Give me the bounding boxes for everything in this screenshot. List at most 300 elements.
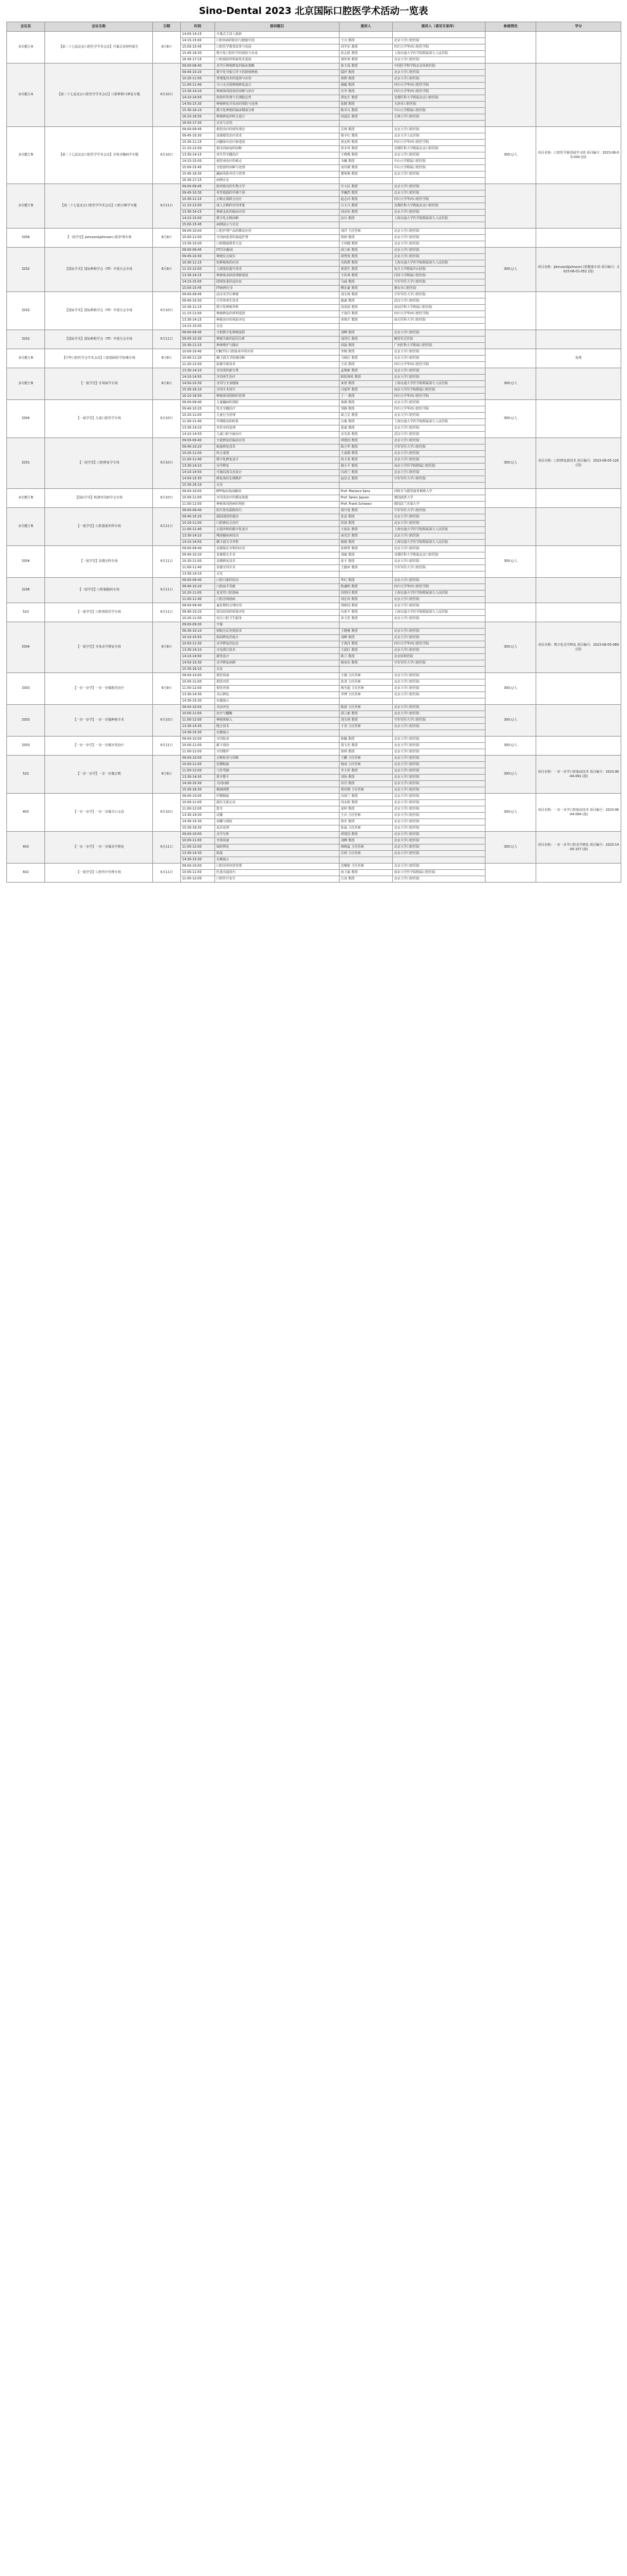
- row-topic: 外伤牙的处理: [215, 425, 340, 432]
- row-topic: 口腔健康教育方法: [215, 241, 340, 248]
- row-speaker: 王晓燕 教授: [340, 629, 393, 635]
- column-header-unit: 演讲人（请见专家库）: [393, 22, 485, 32]
- row-topic: 根管再治疗的难点: [215, 159, 340, 165]
- session-date: 6月10日: [153, 438, 181, 489]
- row-time: 10:00-11:00: [181, 495, 215, 502]
- row-speaker: 王嘉德 教授: [340, 451, 393, 457]
- row-speaker: 凌均棨 教授: [340, 165, 393, 171]
- row-speaker: 于海洋 教授: [340, 641, 393, 648]
- row-topic: 种植治疗的风险评估: [215, 317, 340, 324]
- row-unit: 北京大学口腔医院: [393, 692, 485, 698]
- row-time: 09:45-10:30: [181, 190, 215, 197]
- row-topic: 显微根管治疗技术: [215, 133, 340, 140]
- row-topic: 种植维护与随访: [215, 343, 340, 349]
- row-unit: 北京大学口腔医院: [393, 781, 485, 787]
- row-time: 14:00-14:15: [181, 32, 215, 38]
- row-time: 09:00-09:45: [181, 248, 215, 254]
- row-topic: 口腔癌综合治疗: [215, 521, 340, 527]
- row-speaker: 王捷 主任医师: [340, 673, 393, 679]
- row-speaker: 张志愿 教授: [340, 51, 393, 57]
- row-unit: 空军军医大学口腔医院: [393, 476, 485, 483]
- row-speaker: 王兴 教授: [340, 38, 393, 44]
- row-unit: 首都医科大学附属北京口腔医院: [393, 203, 485, 210]
- column-header-room: 会议室: [7, 22, 45, 32]
- row-time: 09:45-10:30: [181, 254, 215, 260]
- row-topic: 全程数字化种植流程: [215, 330, 340, 337]
- row-speaker: 李巍然 教授: [340, 190, 393, 197]
- row-topic: 切开与翻瓣: [215, 711, 340, 717]
- row-unit: 北京大学口腔医院: [393, 235, 485, 241]
- row-unit: 吉林大学口腔医院: [393, 114, 485, 121]
- row-time: 16:10-16:50: [181, 114, 215, 121]
- row-time: 09:45-10:30: [181, 337, 215, 343]
- session-name: 【第二十七届北京口腔医学学术会议】牙体牙髓病学专题: [45, 127, 153, 184]
- row-unit: 首都医科大学附属北京口腔医院: [393, 552, 485, 559]
- row-unit: 四川大学华西口腔医学院: [393, 44, 485, 51]
- row-unit: 北京大学口腔医院: [393, 800, 485, 806]
- row-topic: 引导骨再生技术: [215, 298, 340, 305]
- row-unit: 北京大学口腔医院: [393, 438, 485, 444]
- session-credit: 项目名称：一步一步学口腔临床技术 项目编号：2023-06-04-094 (国): [536, 794, 621, 832]
- session-room: 3303: [7, 705, 45, 737]
- row-speaker: 周曾同 教授: [340, 591, 393, 597]
- row-unit: 上海交通大学医学院附属第九人民医院: [393, 260, 485, 267]
- table-row: [7, 673, 621, 679]
- row-speaker: 胡文杰 教授: [340, 743, 393, 749]
- table-row: [7, 292, 621, 298]
- row-time: 09:40-10:20: [181, 552, 215, 559]
- row-speaker: 夏斌 教授: [340, 425, 393, 432]
- row-topic: 缝合技术: [215, 724, 340, 730]
- row-topic: 术前评估: [215, 705, 340, 711]
- row-topic: 乳牙牙髓治疗: [215, 406, 340, 413]
- row-topic: 根尖周病变的诊断: [215, 146, 340, 152]
- session-credit: [536, 400, 621, 438]
- table-row: [7, 438, 621, 444]
- row-speaker: 许天民 教授: [340, 184, 393, 190]
- row-unit: 北京大学口腔医院: [393, 686, 485, 692]
- row-time: 11:00-11:40: [181, 565, 215, 571]
- page-title: Sino-Dental 2023 北京国际口腔医学术活动一览表: [199, 5, 428, 17]
- session-date: 6月10日: [153, 292, 181, 330]
- session-credit: [536, 508, 621, 546]
- row-topic: 微笑设计: [215, 654, 340, 660]
- row-speaker: Prof. Frank Schwarz: [340, 502, 393, 508]
- session-fee: 300元/人: [485, 438, 536, 489]
- session-fee: [485, 578, 536, 603]
- session-fee: 300元/人: [485, 248, 536, 292]
- row-unit: 北京大学口腔医院: [393, 210, 485, 216]
- row-time: 10:20-11:00: [181, 451, 215, 457]
- row-speaker: 秦满 教授: [340, 400, 393, 406]
- row-topic: 医患沟通技巧: [215, 870, 340, 876]
- row-speaker: 冯海兰 教授: [340, 470, 393, 476]
- row-topic: 正畸检查与诊断: [215, 756, 340, 762]
- row-unit: 北京大学口腔医院: [393, 171, 485, 178]
- row-time: 11:00-12:00: [181, 806, 215, 813]
- row-topic: 根管冲洗: [215, 679, 340, 686]
- row-speaker: 岳莉 主任医师: [340, 851, 393, 857]
- row-unit: 北京大学口腔医院: [393, 229, 485, 235]
- row-time: 09:00-09:40: [181, 438, 215, 444]
- row-speaker: 岳林 教授: [340, 127, 393, 133]
- row-time: 14:15-15:00: [181, 216, 215, 222]
- row-unit: 四川大学华西口腔医学院: [393, 406, 485, 413]
- row-topic: 儿童龋病的预防: [215, 400, 340, 406]
- row-unit: 南京医科大学附属口腔医院: [393, 305, 485, 311]
- row-topic: 讨论: [215, 667, 340, 673]
- row-unit: 北京大学口腔医院: [393, 749, 485, 756]
- row-speaker: 俞光岩 教授: [340, 533, 393, 540]
- row-speaker: 周学东 教授: [340, 44, 393, 51]
- session-name: 【国际学术】国际种植学会（ITI）中国分会专场: [45, 248, 153, 292]
- row-topic: 软组织管理与长期稳定性: [215, 95, 340, 102]
- row-time: 15:30-16:10: [181, 108, 215, 114]
- row-topic: 根管预备: [215, 673, 340, 679]
- session-name: 【中华口腔医学会学术会议】口腔颌面医学影像专场: [45, 349, 153, 368]
- row-speaker: 马绪臣 教授: [340, 356, 393, 362]
- row-speaker: [340, 483, 393, 489]
- row-unit: 北京大学口腔医院: [393, 425, 485, 432]
- row-time: 10:40-11:20: [181, 356, 215, 362]
- session-credit: [536, 673, 621, 705]
- row-unit: 北京大学口腔医院: [393, 629, 485, 635]
- row-topic: 显微镜在牙科的应用: [215, 546, 340, 552]
- row-topic: 口腔扁平苔藓: [215, 584, 340, 591]
- row-topic: 牙周手术技巧: [215, 387, 340, 394]
- session-date: 6月11日: [153, 508, 181, 546]
- row-time: 15:45-16:30: [181, 51, 215, 57]
- row-topic: 实操演示: [215, 857, 340, 864]
- row-speaker: Prof. Søren Jepsen: [340, 495, 393, 502]
- row-unit: 北京大学口腔医院: [393, 787, 485, 794]
- row-speaker: 施斌 教授: [340, 298, 393, 305]
- session-name: 【一步一步学】一步一步做牙周治疗: [45, 737, 153, 756]
- session-fee: 300元/人: [485, 705, 536, 737]
- session-date: 6月10日: [153, 794, 181, 832]
- row-topic: 口腔颌面外科新技术进展: [215, 57, 340, 63]
- schedule-table: [6, 22, 621, 883]
- row-topic: 讨论: [215, 571, 340, 578]
- column-header-credit: 学分: [536, 22, 621, 32]
- row-speaker: 章锦才 教授: [340, 317, 393, 324]
- session-date: 6月11日: [153, 546, 181, 578]
- row-unit: 北京大学口腔医院: [393, 705, 485, 711]
- session-name: 【一展学堂】口腔预防医学专场: [45, 603, 153, 622]
- session-room: 多功能厅B: [7, 127, 45, 184]
- row-speaker: 宿玉成 教授: [340, 63, 393, 70]
- row-topic: 数字化修复设计: [215, 457, 340, 464]
- row-topic: 可摘局部义齿设计: [215, 470, 340, 476]
- row-topic: 正畸正颌联合治疗: [215, 197, 340, 203]
- row-time: 10:00-11:00: [181, 679, 215, 686]
- table-row: [7, 546, 621, 552]
- row-speaker: 王佐林 教授: [340, 273, 393, 279]
- row-topic: 病例展示与讨论: [215, 222, 340, 229]
- row-time: 11:00-11:40: [181, 457, 215, 464]
- row-time: 13:30-14:10: [181, 464, 215, 470]
- row-time: 16:50-17:30: [181, 121, 215, 127]
- row-speaker: 杨亚东 教授: [340, 660, 393, 667]
- row-unit: 北京大学口腔医院: [393, 864, 485, 870]
- row-speaker: 王旭东 教授: [340, 527, 393, 533]
- row-speaker: 谭建国 教授: [340, 438, 393, 444]
- row-time: 10:50-11:30: [181, 641, 215, 648]
- row-time: 14:50-15:30: [181, 476, 215, 483]
- row-unit: [393, 32, 485, 38]
- row-time: 09:00-09:40: [181, 63, 215, 70]
- session-date: 6月9日: [153, 622, 181, 673]
- row-unit: 南方医科大学口腔医院: [393, 317, 485, 324]
- table-row: [7, 330, 621, 337]
- row-topic: 牙齿漂白技术: [215, 648, 340, 654]
- session-room: 多功能厅B: [7, 368, 45, 400]
- row-unit: 空军军医大学口腔医院: [393, 444, 485, 451]
- table-row: [7, 603, 621, 610]
- row-time: 16:10-16:50: [181, 394, 215, 400]
- row-unit: 空军军医大学口腔医院: [393, 660, 485, 667]
- row-unit: [393, 622, 485, 629]
- session-fee: 300元/人: [485, 832, 536, 864]
- row-unit: 北京大学口腔医院: [393, 184, 485, 190]
- row-unit: 四川大学华西口腔医学院: [393, 89, 485, 95]
- session-name: 【一展学堂】牙周病学专场: [45, 368, 153, 400]
- session-name: 【一展学堂】儿童口腔医学专场: [45, 400, 153, 438]
- row-unit: 北京大学人民医院: [393, 133, 485, 140]
- row-topic: 骨增量技术的选择与应用: [215, 76, 340, 83]
- row-unit: 北京大学口腔医院: [393, 819, 485, 825]
- session-credit: [536, 864, 621, 883]
- row-topic: 成人正畸的牙周考量: [215, 203, 340, 210]
- row-time: 14:50-15:30: [181, 660, 215, 667]
- row-speaker: 王勤涛 教授: [340, 565, 393, 571]
- session-room: 3202: [7, 248, 45, 292]
- row-unit: 北京大学口腔医院: [393, 775, 485, 781]
- row-unit: 北京大学口腔医院: [393, 254, 485, 260]
- session-credit: 项目名称：一步一步学口腔美学修复 项目编号：2023-14-05-157 (国): [536, 832, 621, 864]
- row-unit: 北京大学口腔医院: [393, 876, 485, 883]
- row-speaker: 于海洋 教授: [340, 311, 393, 317]
- row-speaker: 徐莉 教授: [340, 749, 393, 756]
- row-unit: 北京大学口腔医院: [393, 844, 485, 851]
- row-topic: 牙周炎的新分类: [215, 368, 340, 375]
- row-unit: 天津市口腔医院: [393, 102, 485, 108]
- session-fee: [485, 292, 536, 330]
- row-time: 11:00-12:00: [181, 876, 215, 883]
- row-topic: 隐形矫治的生物力学: [215, 184, 340, 190]
- row-time: 10:20-11:00: [181, 76, 215, 83]
- row-speaker: 宋光泰 教授: [340, 432, 393, 438]
- table-row: [7, 508, 621, 514]
- row-unit: 上海交通大学医学院附属第九人民医院: [393, 419, 485, 425]
- row-topic: 数字化种植的临床精度分析: [215, 108, 340, 114]
- row-time: 13:30-14:30: [181, 724, 215, 730]
- row-time: 10:00-11:00: [181, 870, 215, 876]
- row-topic: 牙周再生治疗: [215, 375, 340, 381]
- row-time: 10:00-10:40: [181, 349, 215, 356]
- row-time: 10:20-11:00: [181, 413, 215, 419]
- row-unit: 上海交通大学医学院附属第九人民医院: [393, 216, 485, 222]
- column-header-topic: 演讲题目: [215, 22, 340, 32]
- row-topic: 龋病风险评估与管理: [215, 171, 340, 178]
- row-speaker: 邸萍 教授: [340, 70, 393, 76]
- session-fee: [485, 229, 536, 248]
- row-speaker: 孟焕新 教授: [340, 368, 393, 375]
- row-unit: 北京大学口腔医院: [393, 838, 485, 844]
- row-speaker: [340, 324, 393, 330]
- row-speaker: 梁宇红 教授: [340, 133, 393, 140]
- row-topic: ITI病例分享: [215, 286, 340, 292]
- row-time: 13:30-14:10: [181, 425, 215, 432]
- row-time: 16:30-17:15: [181, 57, 215, 63]
- row-time: 13:30-14:30: [181, 775, 215, 781]
- row-unit: 北京大学口腔医院: [393, 673, 485, 679]
- row-topic: 实操演示: [215, 730, 340, 737]
- row-speaker: 陈波 主任医师: [340, 705, 393, 711]
- row-time: 11:00-12:00: [181, 717, 215, 724]
- row-speaker: 江泳 教授: [340, 876, 393, 883]
- row-time: 11:20-12:00: [181, 362, 215, 368]
- session-room: 403: [7, 794, 45, 832]
- session-room: 3304: [7, 400, 45, 438]
- row-topic: 显微修复技术: [215, 559, 340, 565]
- row-topic: 影像学新技术: [215, 362, 340, 368]
- session-date: 6月11日: [153, 603, 181, 622]
- row-topic: 初戴与调改: [215, 819, 340, 825]
- row-topic: 种植体植入: [215, 717, 340, 724]
- row-time: 09:00-10:00: [181, 737, 215, 743]
- row-unit: [393, 483, 485, 489]
- row-topic: 早期矫治的时机: [215, 419, 340, 425]
- row-time: 15:00-15:45: [181, 44, 215, 51]
- session-credit: [536, 368, 621, 400]
- row-topic: 复发性口腔溃疡: [215, 591, 340, 597]
- row-topic: ITI共识解读: [215, 248, 340, 254]
- row-time: 14:15-15:00: [181, 159, 215, 165]
- table-row: [7, 63, 621, 70]
- row-speaker: 林野 教授: [340, 76, 393, 83]
- session-fee: 300元/人: [485, 737, 536, 756]
- session-date: 6月9日: [153, 368, 181, 400]
- row-topic: 粘接修复技术: [215, 444, 340, 451]
- row-topic: 口腔念珠菌病: [215, 597, 340, 603]
- row-topic: 牙周与全身健康: [215, 381, 340, 387]
- row-topic: 复诊处理: [215, 825, 340, 832]
- row-time: 09:00-09:45: [181, 330, 215, 337]
- row-topic: 贴面修复的设计: [215, 635, 340, 641]
- row-speaker: 和璐 教授: [340, 737, 393, 743]
- session-name: 【第二十七届北京口腔医学学术会议】开幕式及特约报告: [45, 32, 153, 63]
- session-fee: 300元/人: [485, 673, 536, 705]
- row-unit: 同济大学附属口腔医院: [393, 273, 485, 279]
- row-topic: 牙周病患者的家庭护理: [215, 235, 340, 241]
- row-unit: 北京大学口腔医院: [393, 70, 485, 76]
- table-row: [7, 832, 621, 838]
- row-unit: 空军军医大学口腔医院: [393, 565, 485, 571]
- row-topic: 社区口腔卫生服务: [215, 616, 340, 622]
- row-topic: 数字化口腔医学的现状与未来: [215, 51, 340, 57]
- row-topic: 牙体预备: [215, 838, 340, 844]
- row-topic: 显微牙周手术: [215, 565, 340, 571]
- row-time: 11:00-11:40: [181, 527, 215, 533]
- row-topic: 种植体周围病的预防: [215, 502, 340, 508]
- session-fee: [485, 184, 536, 229]
- row-speaker: 胡开进 教授: [340, 508, 393, 514]
- row-topic: 美学区种植修复的临床策略: [215, 63, 340, 70]
- session-credit: [536, 603, 621, 622]
- row-speaker: 白玉兴 教授: [340, 203, 393, 210]
- row-time: 09:00-10:00: [181, 864, 215, 870]
- row-time: 13:30-14:10: [181, 571, 215, 578]
- row-speaker: 张晓菁 教授: [340, 546, 393, 552]
- session-date: 6月11日: [153, 737, 181, 756]
- row-unit: 四川大学华西口腔医学院: [393, 140, 485, 146]
- row-topic: 全口无牙颌种植修复设计: [215, 83, 340, 89]
- row-speaker: 彭歆 教授: [340, 521, 393, 527]
- row-unit: 北京大学口腔医院: [393, 546, 485, 552]
- row-speaker: 陈吉华 教授: [340, 444, 393, 451]
- row-time: 14:10-14:50: [181, 432, 215, 438]
- row-speaker: 邱立新 教授: [340, 248, 393, 254]
- row-speaker: [340, 730, 393, 737]
- row-time: 11:00-12:00: [181, 502, 215, 508]
- row-topic: 根管治疗的现代理念: [215, 127, 340, 133]
- row-topic: 美学修复: [215, 464, 340, 470]
- session-room: 多功能厅A: [7, 32, 45, 63]
- row-speaker: 周磊 教授: [340, 343, 393, 349]
- row-unit: 北京大学口腔医院: [393, 457, 485, 464]
- row-topic: CBCT在口腔临床中的应用: [215, 349, 340, 356]
- row-time: 13:30-14:30: [181, 851, 215, 857]
- column-header-session: 会议名称: [45, 22, 153, 32]
- column-header-time: 时间: [181, 22, 215, 32]
- row-topic: 口腔护理产品的循证应用: [215, 229, 340, 235]
- row-speaker: 骆小平 教授: [340, 464, 393, 470]
- schedule-body: [7, 32, 621, 883]
- row-unit: 北京大学口腔医院: [393, 521, 485, 527]
- row-time: 10:30-11:15: [181, 343, 215, 349]
- table-row: [7, 756, 621, 762]
- row-unit: 北京大学口腔医院: [393, 832, 485, 838]
- row-unit: 南京大学医学院附属口腔医院: [393, 464, 485, 470]
- table-row: [7, 400, 621, 406]
- session-name: 【一步一步学】一步一步做种植手术: [45, 705, 153, 737]
- session-name: 【一展学堂】牙体美学修复专场: [45, 622, 153, 673]
- row-unit: 上海交通大学医学院附属第九人民医院: [393, 381, 485, 387]
- row-unit: 空军军医大学口腔医院: [393, 279, 485, 286]
- row-time: 14:15-15:00: [181, 279, 215, 286]
- row-speaker: 徐军 教授: [340, 819, 393, 825]
- session-credit: 项目名称：一步一步学口腔临床技术 项目编号：2023-06-04-091 (国): [536, 756, 621, 794]
- row-topic: 讨论与总结: [215, 121, 340, 127]
- row-time: 10:30-11:15: [181, 260, 215, 267]
- row-time: 11:15-12:00: [181, 267, 215, 273]
- page-bottom-spacer: [6, 883, 621, 888]
- row-unit: 首都医科大学附属北京口腔医院: [393, 146, 485, 152]
- row-speaker: [340, 571, 393, 578]
- row-speaker: 李博 主任医师: [340, 692, 393, 698]
- session-fee: [485, 330, 536, 349]
- table-row: [7, 32, 621, 38]
- table-row: [7, 248, 621, 254]
- row-time: 14:10-14:50: [181, 540, 215, 546]
- row-speaker: 韦曦 教授: [340, 159, 393, 165]
- row-speaker: [340, 121, 393, 127]
- row-speaker: [340, 622, 393, 629]
- row-speaker: 邹静 教授: [340, 406, 393, 413]
- session-fee: 300元/人: [485, 622, 536, 673]
- row-time: 11:00-11:40: [181, 597, 215, 603]
